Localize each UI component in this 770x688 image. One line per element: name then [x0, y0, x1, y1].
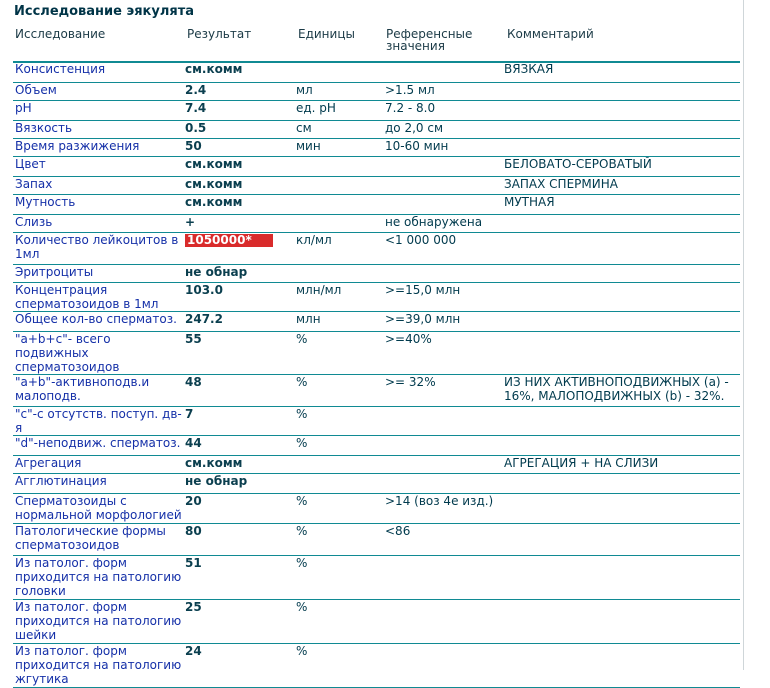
table-row — [13, 435, 740, 455]
cell-reference — [381, 264, 500, 282]
header-reference: Референсные значения — [386, 27, 473, 53]
cell-reference — [381, 156, 500, 176]
cell-reference — [381, 406, 500, 435]
table-row — [13, 455, 740, 473]
cell-result: 48 — [183, 374, 292, 406]
cell-comment — [500, 138, 740, 156]
cell-reference: >= 32% — [381, 374, 500, 406]
cell-units: мл — [292, 82, 381, 100]
cell-reference — [381, 435, 500, 455]
cell-units — [292, 264, 381, 282]
cell-units: % — [292, 599, 381, 643]
cell-comment — [500, 100, 740, 120]
cell-result: 7.4 — [183, 100, 292, 120]
table-row — [13, 311, 740, 331]
cell-test: Агглютинация — [13, 473, 183, 493]
table-row — [13, 232, 740, 264]
table-row — [13, 264, 740, 282]
cell-test: Общее кол-во сперматоз. — [13, 311, 183, 331]
cell-comment: МУТНАЯ — [500, 194, 740, 214]
page-edge-divider — [743, 0, 744, 670]
cell-result: 25 — [183, 599, 292, 643]
cell-reference — [381, 555, 500, 599]
cell-comment: ВЯЗКАЯ — [500, 62, 740, 82]
cell-units — [292, 194, 381, 214]
cell-units: % — [292, 406, 381, 435]
cell-test: Сперматозоиды с нормальной морфологией — [15, 493, 182, 522]
table-row — [13, 493, 740, 523]
cell-result: 7 — [183, 406, 292, 435]
cell-test: "a+b"-активноподв.и малоподв. — [13, 374, 183, 406]
cell-result: 0.5 — [183, 120, 292, 138]
cell-result: не обнар — [183, 473, 292, 493]
cell-comment: ЗАПАХ СПЕРМИНА — [500, 176, 740, 194]
cell-units: % — [292, 555, 381, 599]
cell-reference: 7.2 - 8.0 — [381, 100, 500, 120]
table-row — [13, 643, 740, 687]
cell-reference — [381, 176, 500, 194]
cell-test: Из патолог. форм приходится на патологию шейки — [15, 599, 182, 642]
cell-reference: <86 — [381, 523, 500, 555]
table-row — [13, 120, 740, 138]
table-row — [13, 100, 740, 120]
table-row — [13, 523, 740, 555]
cell-reference: >=15,0 млн — [381, 282, 500, 311]
cell-reference: >1.5 мл — [381, 82, 500, 100]
results-table — [13, 62, 740, 688]
cell-comment: АГРЕГАЦИЯ + НА СЛИЗИ — [500, 455, 740, 473]
cell-comment — [500, 523, 740, 555]
cell-result — [183, 232, 292, 264]
cell-test: Патологические формы сперматозоидов — [13, 523, 183, 555]
cell-units: % — [292, 374, 381, 406]
cell-comment: ИЗ НИХ АКТИВНОПОДВИЖНЫХ (a) - 16%, МАЛОПОДВИЖНЫХ (b) - 32%. — [500, 374, 740, 406]
cell-reference: 10-60 мин — [381, 138, 500, 156]
cell-comment — [500, 599, 740, 643]
table-row — [13, 599, 740, 643]
cell-units: % — [292, 493, 381, 523]
cell-result: 51 — [183, 555, 292, 599]
cell-comment — [500, 473, 740, 493]
cell-test: Концентрация сперматозоидов в 1мл — [13, 282, 183, 311]
cell-test: "c"-с отсутств. поступ. дв-я — [15, 406, 182, 435]
header-result: Результат — [187, 27, 252, 41]
cell-test: Эритроциты — [13, 264, 183, 282]
cell-test: "a+b+c"- всего подвижных сперматозоидов — [13, 331, 183, 374]
cell-result: + — [183, 214, 292, 232]
abnormal-result-flag: 1050000* — [185, 234, 273, 247]
cell-comment — [500, 493, 740, 523]
cell-test: Из патолог. форм приходится на патологию жгутика — [15, 643, 182, 686]
table-row — [13, 156, 740, 176]
cell-test: Из патолог. форм приходится на патологию головки — [15, 555, 182, 598]
cell-units: % — [292, 435, 381, 455]
cell-reference — [381, 62, 500, 82]
cell-test: Количество лейкоцитов в 1мл — [13, 232, 183, 264]
table-row — [13, 374, 740, 406]
cell-test: Цвет — [13, 156, 183, 176]
cell-reference — [381, 599, 500, 643]
cell-reference: до 2,0 см — [381, 120, 500, 138]
cell-reference — [381, 194, 500, 214]
cell-comment — [500, 264, 740, 282]
cell-reference: >=39,0 млн — [381, 311, 500, 331]
table-row — [13, 214, 740, 232]
cell-result: 103.0 — [183, 282, 292, 311]
cell-test: Агрегация — [13, 455, 183, 473]
cell-comment — [500, 214, 740, 232]
cell-units — [292, 176, 381, 194]
cell-comment — [500, 435, 740, 455]
cell-comment — [500, 331, 740, 374]
cell-comment — [500, 120, 740, 138]
cell-units: ед. pH — [292, 100, 381, 120]
table-row — [13, 282, 740, 311]
cell-units — [292, 62, 381, 82]
cell-reference: не обнаружена — [381, 214, 500, 232]
cell-units: % — [292, 331, 381, 374]
cell-test: Консистенция — [13, 62, 183, 82]
cell-test: Объем — [13, 82, 183, 100]
cell-result: см.комм — [183, 455, 292, 473]
cell-units: млн/мл — [292, 282, 381, 311]
table-row — [13, 194, 740, 214]
cell-test: Запах — [13, 176, 183, 194]
cell-units: кл/мл — [292, 232, 381, 264]
cell-reference: >14 (воз 4е изд.) — [381, 493, 500, 523]
cell-test: Время разжижения — [13, 138, 183, 156]
cell-reference — [381, 473, 500, 493]
cell-test: Мутность — [13, 194, 183, 214]
cell-comment — [500, 311, 740, 331]
cell-comment — [500, 406, 740, 435]
table-row — [13, 62, 740, 82]
table-row — [13, 555, 740, 599]
cell-result: 50 — [183, 138, 292, 156]
cell-result: см.комм — [183, 156, 292, 176]
cell-units — [292, 455, 381, 473]
cell-test: pH — [13, 100, 183, 120]
cell-comment: БЕЛОВАТО-СЕРОВАТЫЙ — [500, 156, 740, 176]
cell-result: 24 — [183, 643, 292, 687]
cell-test: Слизь — [13, 214, 183, 232]
cell-units: % — [292, 643, 381, 687]
cell-units: млн — [292, 311, 381, 331]
report-title: Исследование эякулята — [14, 4, 195, 19]
cell-reference: <1 000 000 — [381, 232, 500, 264]
cell-result: 2.4 — [183, 82, 292, 100]
cell-comment — [500, 82, 740, 100]
cell-result: 44 — [183, 435, 292, 455]
table-row — [13, 138, 740, 156]
cell-reference — [381, 455, 500, 473]
cell-reference: >=40% — [381, 331, 500, 374]
cell-result: 55 — [183, 331, 292, 374]
table-row — [13, 473, 740, 493]
cell-units — [292, 156, 381, 176]
cell-test: "d"-неподвиж. сперматоз. — [13, 435, 183, 455]
cell-units — [292, 473, 381, 493]
table-header — [13, 24, 740, 63]
cell-comment — [500, 232, 740, 264]
cell-units: см — [292, 120, 381, 138]
cell-comment — [500, 643, 740, 687]
table-row — [13, 176, 740, 194]
cell-result: 80 — [183, 523, 292, 555]
cell-result: не обнар — [183, 264, 292, 282]
cell-result: см.комм — [183, 176, 292, 194]
cell-result: см.комм — [183, 62, 292, 82]
header-units: Единицы — [298, 27, 355, 41]
cell-reference — [381, 643, 500, 687]
header-comment: Комментарий — [507, 27, 594, 41]
cell-units: мин — [292, 138, 381, 156]
table-row — [13, 331, 740, 374]
cell-comment — [500, 282, 740, 311]
cell-result: см.комм — [183, 194, 292, 214]
table-row — [13, 406, 740, 435]
cell-comment — [500, 555, 740, 599]
table-row — [13, 82, 740, 100]
cell-result: 20 — [183, 493, 292, 523]
cell-test: Вязкость — [13, 120, 183, 138]
cell-result: 247.2 — [183, 311, 292, 331]
header-test: Исследование — [15, 27, 106, 41]
cell-units — [292, 214, 381, 232]
cell-units: % — [292, 523, 381, 555]
